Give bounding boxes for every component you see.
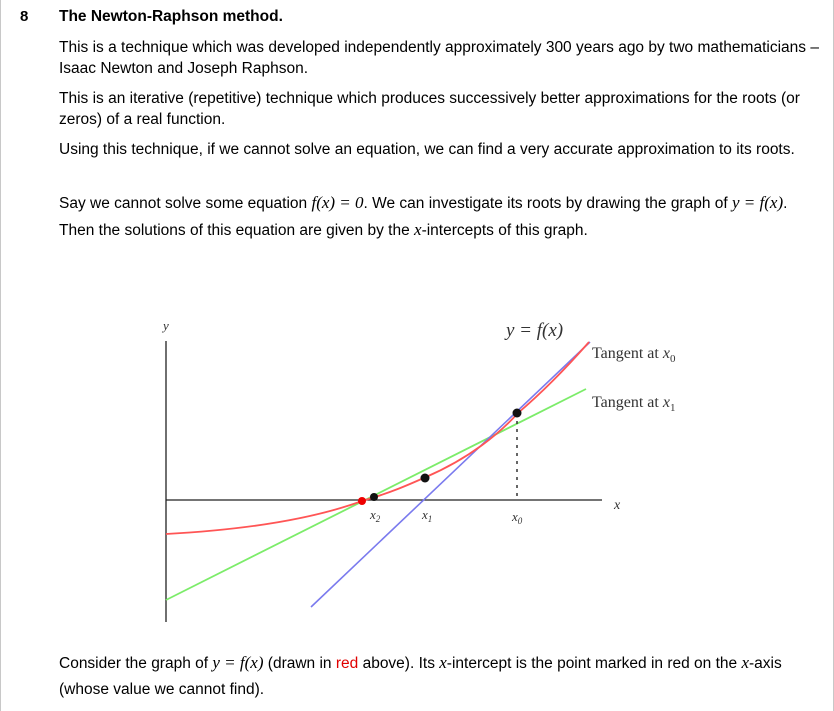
section-title: The Newton-Raphson method. bbox=[59, 8, 283, 25]
question-number: 8 bbox=[20, 8, 29, 25]
x0-label: $x_0$ bbox=[512, 509, 523, 526]
tangent-x0-label: Tangent at $x_0$ bbox=[592, 345, 676, 365]
curve-point-x2 bbox=[370, 493, 378, 501]
root-point bbox=[358, 497, 366, 505]
curve-point-x0 bbox=[513, 409, 522, 418]
x2-label: $x_2$ bbox=[370, 507, 381, 524]
roots-paragraph: Say we cannot solve some equation f(x) = 0. We can investigate its roots by drawing the graph of y = f(x). Then the solutions of this equation are given by the x-intercepts of this graph. bbox=[59, 193, 788, 239]
y-axis-label: y bbox=[163, 318, 169, 333]
curve-label: y = f(x) bbox=[506, 320, 564, 341]
tangent-x1-label: Tangent at $x_1$ bbox=[592, 394, 676, 414]
intro-paragraph: This is a technique which was developed independently approximately 300 years ago by two mathematicians – Isaac Newton and Joseph Raphson. bbox=[59, 39, 819, 77]
approximation-paragraph: Using this technique, if we cannot solve an equation, we can find a very accurate approximation to its roots. bbox=[59, 141, 795, 158]
x-axis-label: x bbox=[614, 498, 621, 513]
iterative-paragraph: This is an iterative (repetitive) technique which produces successively better approximations for the roots (or zeros) of a real function. bbox=[59, 90, 800, 128]
function-curve bbox=[166, 342, 589, 534]
curve-point-x1 bbox=[421, 474, 430, 483]
consider-paragraph: Consider the graph of y = f(x) (drawn in red above). Its x-intercept is the point marked in red on the x-axis (whose value we cannot find). bbox=[59, 653, 782, 698]
x1-label: $x_1$ bbox=[422, 507, 433, 524]
red-word: red bbox=[335, 655, 359, 672]
tangent-x0-line bbox=[311, 342, 590, 607]
